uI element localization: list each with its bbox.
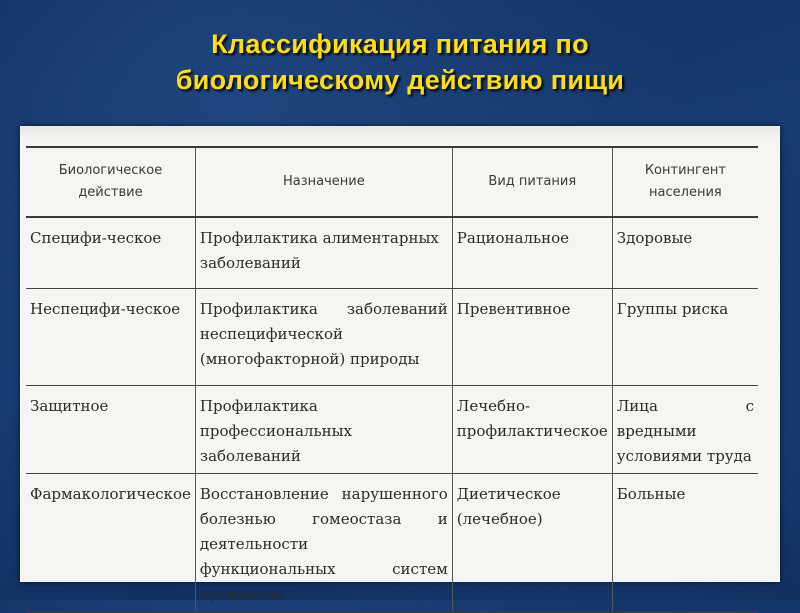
header-nutrition-type: Вид питания — [452, 147, 612, 217]
table-row — [26, 386, 758, 474]
cell-purpose: Профилактика заболеваний неспецифической (многофакторной) природы — [195, 289, 452, 386]
scanned-document — [20, 126, 780, 603]
cell-population: Группы риска — [612, 289, 758, 386]
table-row — [26, 474, 758, 613]
cell-action: Фармакологическое — [26, 474, 195, 613]
cell-population: Лица с вредными условиями труда — [612, 386, 758, 474]
slide-title-line-1: Классификация питания по — [211, 29, 589, 59]
scan-edge-shade — [20, 126, 780, 140]
table-row — [26, 217, 758, 289]
header-purpose: Назначение — [195, 147, 452, 217]
cell-type: Превентивное — [452, 289, 612, 386]
cell-population: Здоровые — [612, 217, 758, 289]
cell-purpose: Профилактика профессиональных заболеваний — [195, 386, 452, 474]
header-biological-action: Биологическое действие — [26, 147, 195, 217]
cell-type: Лечебно-профилактическое — [452, 386, 612, 474]
cell-type: Диетическое (лечебное) — [452, 474, 612, 613]
cell-type: Рациональное — [452, 217, 612, 289]
cell-action: Неспецифи-ческое — [26, 289, 195, 386]
slide-title — [0, 26, 800, 98]
nutrition-classification-table — [26, 146, 758, 613]
cell-action: Защитное — [26, 386, 195, 474]
cell-population: Больные — [612, 474, 758, 613]
cell-purpose: Профилактика алиментарных заболеваний — [195, 217, 452, 289]
slide-title-line-2: биологическому действию пищи — [175, 65, 625, 95]
cell-action: Специфи-ческое — [26, 217, 195, 289]
cell-purpose: Восстановление нарушенного болезнью гомеостаза и деятельности функциональных систем организма — [195, 474, 452, 613]
table-row — [26, 289, 758, 386]
table-header-row — [26, 147, 758, 217]
header-population: Контингент населения — [612, 147, 758, 217]
